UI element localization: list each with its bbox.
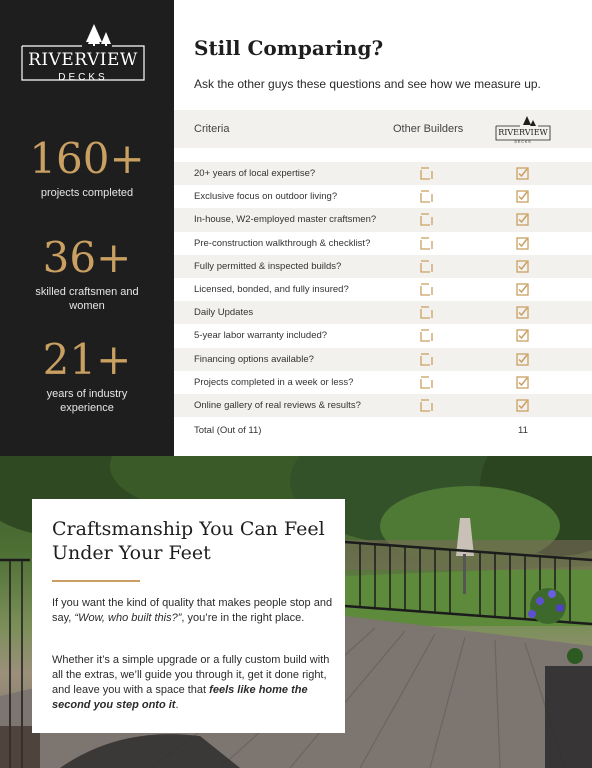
stat-label: skilled craftsmen and women xyxy=(35,286,139,312)
stat-number: 160+ xyxy=(29,134,145,183)
criteria-text: Pre-construction walkthrough & checklist? xyxy=(194,237,371,249)
table-row xyxy=(174,371,592,394)
stat-label: projects completed xyxy=(40,187,134,199)
empty-checkbox-icon xyxy=(420,213,433,226)
criteria-text: Daily Updates xyxy=(194,307,254,319)
checked-checkbox-icon xyxy=(516,260,529,273)
svg-text:DECKS: DECKS xyxy=(514,140,532,144)
checked-checkbox-icon xyxy=(516,190,529,203)
criteria-text: Financing options available? xyxy=(194,353,314,365)
p1-quote: “Wow, who built this?” xyxy=(74,612,182,624)
card-paragraph-1 xyxy=(52,596,334,626)
empty-checkbox-icon xyxy=(420,376,433,389)
comparison-table xyxy=(174,110,592,441)
empty-checkbox-icon xyxy=(420,329,433,342)
p1-text-b: , you’re in the right place. xyxy=(181,612,305,624)
header-criteria: Criteria xyxy=(194,123,230,135)
checked-checkbox-icon xyxy=(516,213,529,226)
criteria-text: 20+ years of local expertise? xyxy=(194,168,316,179)
p1-text-a: If you want the kind of quality that makes people stop and say, xyxy=(52,597,333,624)
criteria-text: In-house, W2-employed master craftsmen? xyxy=(194,214,377,226)
empty-checkbox-icon xyxy=(420,190,433,203)
table-row xyxy=(174,255,592,278)
total-value: 11 xyxy=(518,425,528,437)
table-row xyxy=(174,162,592,185)
brand-logo xyxy=(20,22,146,86)
craftsmanship-card xyxy=(32,499,345,733)
stat-craftsmen xyxy=(0,235,174,313)
stat-number: 36+ xyxy=(42,233,132,282)
criteria-text: 5-year labor warranty included? xyxy=(194,330,328,342)
gold-divider xyxy=(52,580,140,582)
p2-end: . xyxy=(175,699,179,711)
empty-checkbox-icon xyxy=(420,283,433,296)
checked-checkbox-icon xyxy=(516,376,529,389)
checked-checkbox-icon xyxy=(516,329,529,342)
total-row xyxy=(174,417,592,441)
checked-checkbox-icon xyxy=(516,353,529,366)
table-row xyxy=(174,232,592,255)
criteria-text: Fully permitted & inspected builds? xyxy=(194,260,342,272)
stat-number: 21+ xyxy=(42,335,132,384)
table-header xyxy=(174,110,592,148)
empty-checkbox-icon xyxy=(420,260,433,273)
table-row xyxy=(174,301,592,324)
header-other-builders: Other Builders xyxy=(393,123,464,135)
table-row xyxy=(174,324,592,347)
page-subtitle: Ask the other guys these questions and see how we measure up. xyxy=(194,77,541,91)
empty-checkbox-icon xyxy=(420,353,433,366)
stat-years xyxy=(0,337,174,415)
brand-sub: DECKS xyxy=(58,72,108,83)
table-row xyxy=(174,394,592,417)
criteria-text: Licensed, bonded, and fully insured? xyxy=(194,283,349,295)
p2-bold: feels like home the second you step onto it xyxy=(52,684,308,711)
table-row xyxy=(174,208,592,231)
table-row xyxy=(174,278,592,301)
card-title: Craftsmanship You Can Feel Under Your Feet xyxy=(52,518,325,564)
empty-checkbox-icon xyxy=(420,399,433,412)
stat-label: years of industry experience xyxy=(46,388,128,414)
criteria-text: Online gallery of real reviews & results? xyxy=(194,399,361,411)
checked-checkbox-icon xyxy=(516,237,529,250)
svg-text:RIVERVIEW: RIVERVIEW xyxy=(498,128,548,137)
total-label: Total (Out of 11) xyxy=(194,425,262,437)
empty-checkbox-icon xyxy=(420,167,433,180)
checked-checkbox-icon xyxy=(516,306,529,319)
card-paragraph-2 xyxy=(52,653,334,713)
p2-text-a: Whether it’s a simple upgrade or a fully custom build with all the extras, we’ll guide you through it, get it done right, and leave you with a space that xyxy=(52,654,330,696)
stat-projects xyxy=(0,136,174,200)
criteria-text: Exclusive focus on outdoor living? xyxy=(194,191,338,203)
stats-sidebar xyxy=(0,0,174,456)
checked-checkbox-icon xyxy=(516,283,529,296)
table-row xyxy=(174,348,592,371)
checked-checkbox-icon xyxy=(516,167,529,180)
riverview-column-logo-icon xyxy=(494,114,552,144)
page-title: Still Comparing? xyxy=(194,36,384,60)
table-row xyxy=(174,185,592,208)
checked-checkbox-icon xyxy=(516,399,529,412)
brand-name: RIVERVIEW xyxy=(28,50,138,70)
empty-checkbox-icon xyxy=(420,237,433,250)
criteria-text: Projects completed in a week or less? xyxy=(194,376,354,388)
empty-checkbox-icon xyxy=(420,306,433,319)
